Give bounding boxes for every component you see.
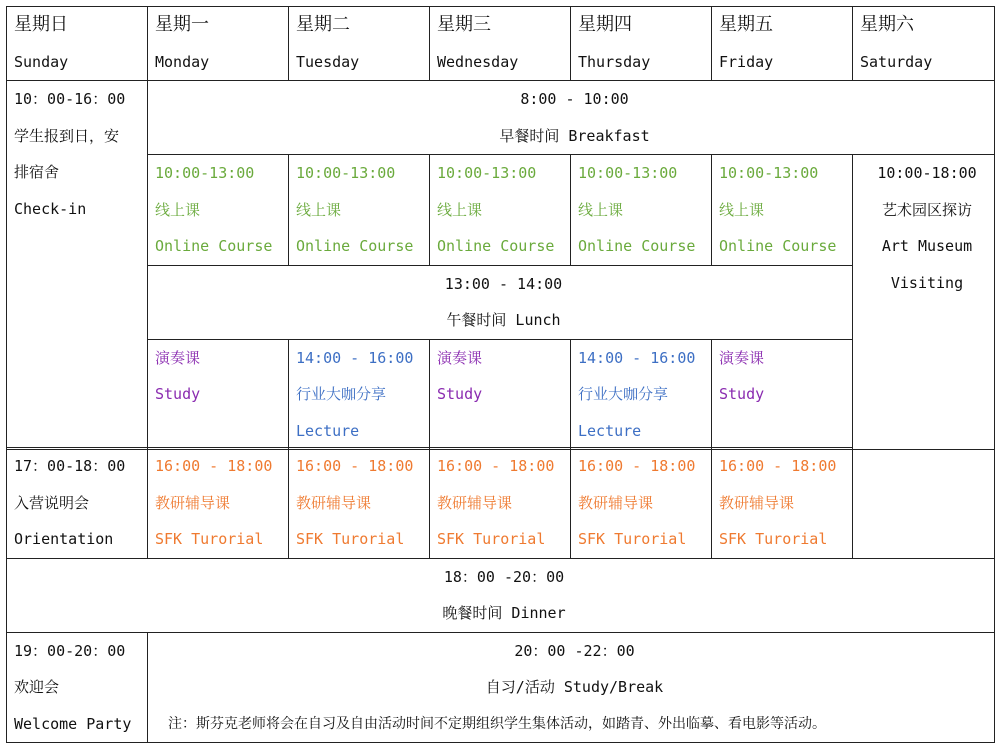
evening-note: 注：斯芬克老师将会在自习及自由活动时间不定期组织学生集体活动，如踏青、外出临摹、看电影等活动。 xyxy=(168,715,826,732)
lecture-tuesday: 14:00 - 16:00 行业大咖分享 Lecture xyxy=(289,339,430,450)
tutorial-monday: 16:00 - 18:00 教研辅导课 SFK Turorial xyxy=(148,448,289,559)
evening-study-cell: 20：00 -22：00 自习/活动 Study/Break 注：斯芬克老师将会在自习及自由活动时间不定期组织学生集体活动，如踏青、外出临摹、看电影等活动。 xyxy=(148,632,995,743)
online-course-wednesday: 10:00-13:00 线上课 Online Course xyxy=(430,155,571,266)
online-course-thursday: 10:00-13:00 线上课 Online Course xyxy=(571,155,712,266)
tutorial-tuesday: 16:00 - 18:00 教研辅导课 SFK Turorial xyxy=(289,448,430,559)
saturday-empty-cell xyxy=(853,448,995,559)
day-header-friday: 星期五 Friday xyxy=(712,7,853,81)
day-header-sunday: 星期日 Sunday xyxy=(7,7,148,81)
weekly-schedule-table xyxy=(6,6,995,450)
lecture-thursday: 14:00 - 16:00 行业大咖分享 Lecture xyxy=(571,339,712,450)
breakfast-cell: 8:00 - 10:00 早餐时间 Breakfast xyxy=(148,81,995,155)
day-header-tuesday: 星期二 Tuesday xyxy=(289,7,430,81)
welcome-party-cell: 19：00-20：00 欢迎会 Welcome Party xyxy=(7,632,148,743)
online-course-monday: 10:00-13:00 线上课 Online Course xyxy=(148,155,289,266)
dinner-cell: 18：00 -20：00 晚餐时间 Dinner xyxy=(7,558,995,632)
weekly-schedule-table-lower xyxy=(6,447,995,743)
day-header-saturday: 星期六 Saturday xyxy=(853,7,995,81)
orientation-cell: 17：00-18：00 入营说明会 Orientation xyxy=(7,448,148,559)
tutorial-wednesday: 16:00 - 18:00 教研辅导课 SFK Turorial xyxy=(430,448,571,559)
study-friday: 演奏课 Study xyxy=(712,339,853,450)
tutorial-thursday: 16:00 - 18:00 教研辅导课 SFK Turorial xyxy=(571,448,712,559)
online-course-tuesday: 10:00-13:00 线上课 Online Course xyxy=(289,155,430,266)
saturday-museum-cell: 10:00-18:00 艺术园区探访 Art Museum Visiting xyxy=(853,155,995,450)
lunch-cell: 13:00 - 14:00 午餐时间 Lunch xyxy=(148,265,853,339)
study-monday: 演奏课 Study xyxy=(148,339,289,450)
day-header-wednesday: 星期三 Wednesday xyxy=(430,7,571,81)
checkin-cell: 10：00-16：00 学生报到日，安 排宿舍 Check-in xyxy=(7,81,148,450)
day-header-monday: 星期一 Monday xyxy=(148,7,289,81)
tutorial-friday: 16:00 - 18:00 教研辅导课 SFK Turorial xyxy=(712,448,853,559)
online-course-friday: 10:00-13:00 线上课 Online Course xyxy=(712,155,853,266)
day-header-thursday: 星期四 Thursday xyxy=(571,7,712,81)
study-wednesday: 演奏课 Study xyxy=(430,339,571,450)
header-row xyxy=(7,7,995,81)
